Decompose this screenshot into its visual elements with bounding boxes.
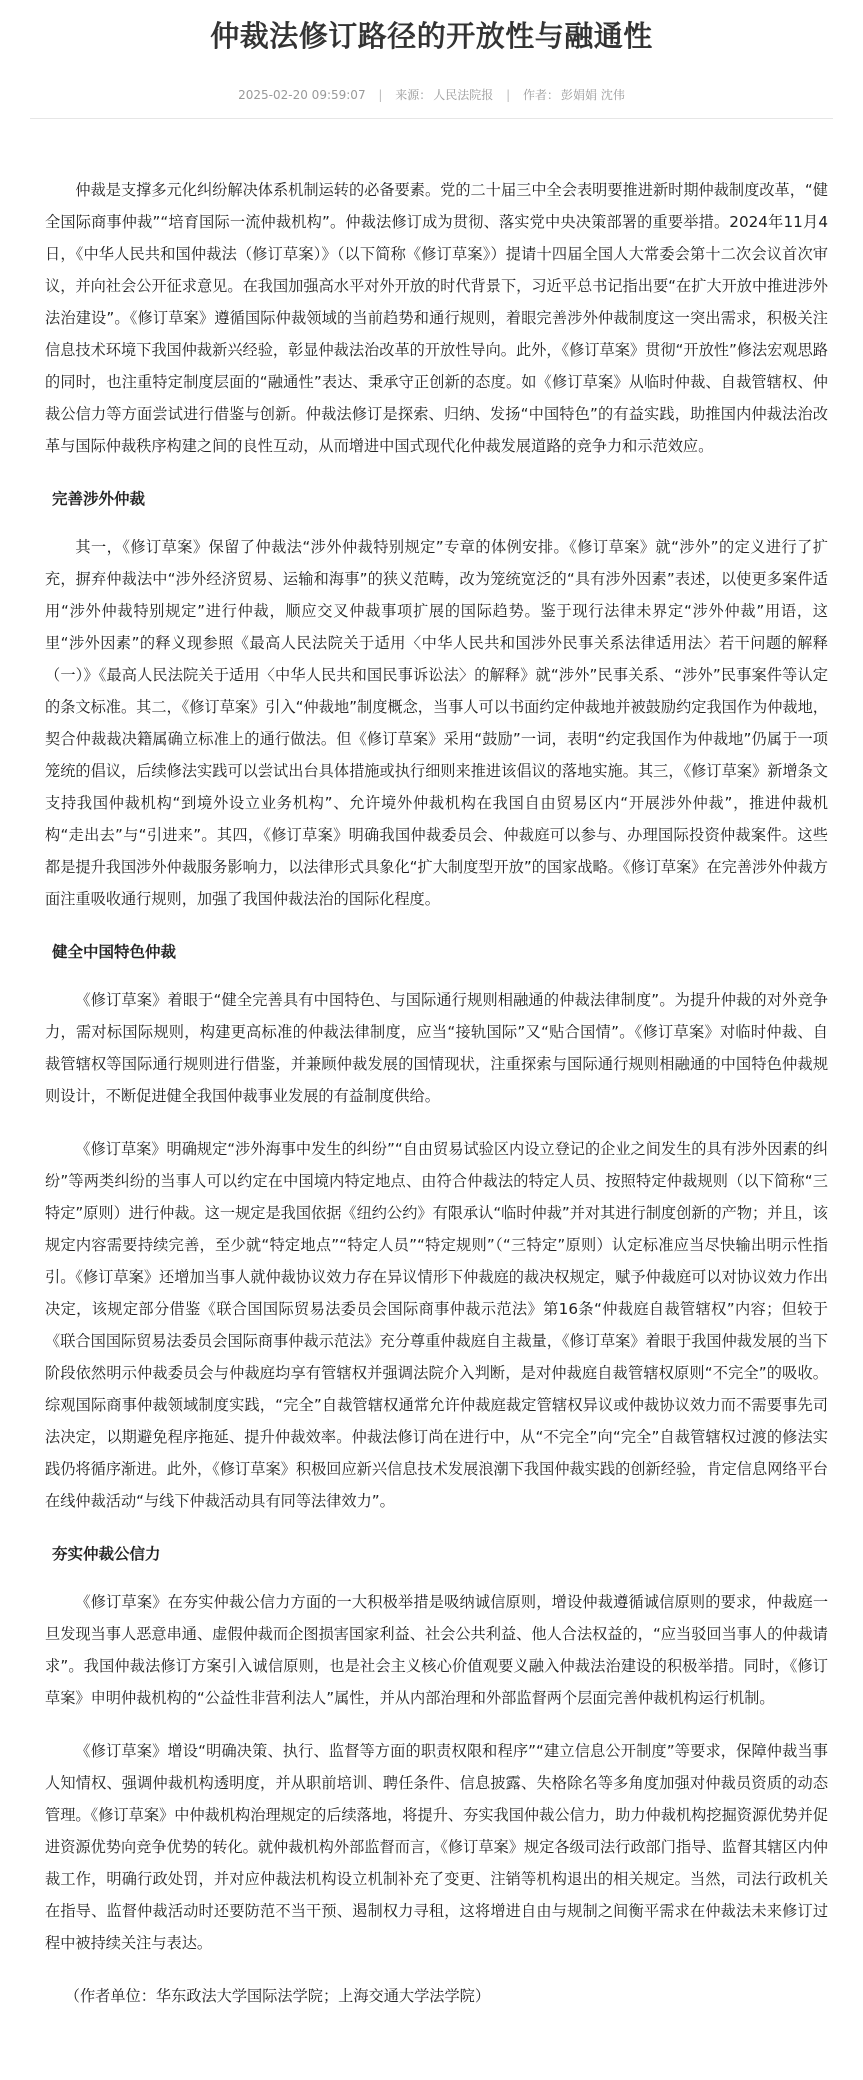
section2-paragraph-2: 《修订草案》明确规定“涉外海事中发生的纠纷”“自由贸易试验区内设立登记的企业之间发生的具有涉外因素的纠纷”等两类纠纷的当事人可以约定在中国境内特定地点、由符合仲裁法的特定人员、按照特定仲裁规则（以下简称“三特定”原则）进行仲裁。这一规定是我国依据《纽约公约》有限承认“临时仲裁”并对其进行制度创新的产物；并且，该规定内容需要持续完善，至少就“特定地点”“特定人员”“特定规则”（“三特定”原则）认定标准应当尽快输出明示性指引。《修订草案》还增加当事人就仲裁协议效力存在异议情形下仲裁庭的裁决权规定，赋予仲裁庭可以对协议效力作出决定，该规定部分借鉴《联合国国际贸易法委员会国际商事仲裁示范法》第16条“仲裁庭自裁管辖权”内容；但较于《联合国国际贸易法委员会国际商事仲裁示范法》充分尊重仲裁庭自主裁量，《修订草案》着眼于我国仲裁发展的当下阶段依然明示仲裁委员会与仲裁庭均享有管辖权并强调法院介入判断，是对仲裁庭自裁管辖权原则“不完全”的吸收。综观国际商事仲裁领域制度实践，“完全”自裁管辖权通常允许仲裁庭裁定管辖权异议或仲裁协议效力而不需要事先司法决定，以期避免程序拖延、提升仲裁效率。仲裁法修订尚在进行中，从“不完全”向“完全”自裁管辖权过渡的修法实践仍将循序渐进。此外，《修订草案》积极回应新兴信息技术发展浪潮下我国仲裁实践的创新经验，肯定信息网络平台在线仲裁活动“与线下仲裁活动具有同等法律效力”。 bbox=[45, 1140, 828, 1510]
source-label: 来源： bbox=[395, 88, 432, 102]
section3-paragraph-2: 《修订草案》增设“明确决策、执行、监督等方面的职责权限和程序”“建立信息公开制度”等要求，保障仲裁当事人知情权、强调仲裁机构透明度，并从职前培训、聘任条件、信息披露、失格除名等多角度加强对仲裁员资质的动态管理。《修订草案》中仲裁机构治理规定的后续落地，将提升、夯实我国仲裁公信力，助力仲裁机构挖掘资源优势并促进资源优势向竞争优势的转化。就仲裁机构外部监督而言，《修订草案》规定各级司法行政部门指导、监督其辖区内仲裁工作，明确行政处罚，并对应仲裁法机构设立机制补充了变更、注销等机构退出的相关规定。当然，司法行政机关在指导、监督仲裁活动时还要防范不当干预、遏制权力寻租，这将增进自由与规制之间衡平需求在仲裁法未来修订过程中被持续关注与表达。 bbox=[45, 1742, 828, 1952]
section1-paragraph: 其一，《修订草案》保留了仲裁法“涉外仲裁特别规定”专章的体例安排。《修订草案》就“涉外”的定义进行了扩充，摒弃仲裁法中“涉外经济贸易、运输和海事”的狭义范畴，改为笼统宽泛的“具有涉外因素”表述，以使更多案件适用“涉外仲裁特别规定”进行仲裁，顺应交叉仲裁事项扩展的国际趋势。鉴于现行法律未界定“涉外仲裁”用语，这里“涉外因素”的释义现参照《最高人民法院关于适用〈中华人民共和国涉外民事关系法律适用法〉若干问题的解释（一）》《最高人民法院关于适用〈中华人民共和国民事诉讼法〉的解释》就“涉外”民事关系、“涉外”民事案件等认定的条文标准。其二，《修订草案》引入“仲裁地”制度概念，当事人可以书面约定仲裁地并被鼓励约定我国作为仲裁地，契合仲裁裁决籍属确立标准上的通行做法。但《修订草案》采用“鼓励”一词，表明“约定我国作为仲裁地”仍属于一项笼统的倡议，后续修法实践可以尝试出台具体措施或执行细则来推进该倡议的落地实施。其三，《修订草案》新增条文支持我国仲裁机构“到境外设立业务机构”、允许境外仲裁机构在我国自由贸易区内“开展涉外仲裁”，推进仲裁机构“走出去”与“引进来”。其四，《修订草案》明确我国仲裁委员会、仲裁庭可以参与、办理国际投资仲裁案件。这些都是提升我国涉外仲裁服务影响力，以法律形式具象化“扩大制度型开放”的国家战略。《修订草案》在完善涉外仲裁方面注重吸收通行规则，加强了我国仲裁法治的国际化程度。 bbox=[45, 538, 828, 908]
author-affiliation: （作者单位：华东政法大学国际法学院；上海交通大学法学院） bbox=[64, 1987, 490, 2005]
section-heading-foreign-arbitration: 完善涉外仲裁 bbox=[52, 490, 146, 508]
article-body bbox=[45, 174, 828, 2033]
header-divider bbox=[30, 118, 833, 119]
section-heading-chinese-characteristics: 健全中国特色仲裁 bbox=[52, 943, 177, 961]
section-heading-credibility: 夯实仲裁公信力 bbox=[52, 1545, 161, 1563]
section2-paragraph-1: 《修订草案》着眼于“健全完善具有中国特色、与国际通行规则相融通的仲裁法律制度”。为提升仲裁的对外竞争力，需对标国际规则，构建更高标准的仲裁法律制度，应当“接轨国际”又“贴合国情”。《修订草案》对临时仲裁、自裁管辖权等国际通行规则进行借鉴，并兼顾仲裁发展的国情现状，注重探索与国际通行规则相融通的中国特色仲裁规则设计，不断促进健全我国仲裁事业发展的有益制度供给。 bbox=[45, 991, 828, 1105]
article-meta bbox=[0, 86, 863, 103]
article-title: 仲裁法修订路径的开放性与融通性 bbox=[210, 19, 653, 53]
meta-separator: | bbox=[506, 88, 511, 102]
section3-paragraph-1: 《修订草案》在夯实仲裁公信力方面的一大积极举措是吸纳诚信原则，增设仲裁遵循诚信原则的要求，仲裁庭一旦发现当事人恶意串通、虚假仲裁而企图损害国家利益、社会公共利益、他人合法权益的，“应当驳回当事人的仲裁请求”。我国仲裁法修订方案引入诚信原则，也是社会主义核心价值观要义融入仲裁法治建设的积极举措。同时，《修订草案》申明仲裁机构的“公益性非营利法人”属性，并从内部治理和外部监督两个层面完善仲裁机构运行机制。 bbox=[45, 1593, 828, 1707]
intro-paragraph: 仲裁是支撑多元化纠纷解决体系机制运转的必备要素。党的二十届三中全会表明要推进新时期仲裁制度改革，“健全国际商事仲裁”“培育国际一流仲裁机构”。仲裁法修订成为贯彻、落实党中央决策部署的重要举措。2024年11月4日，《中华人民共和国仲裁法（修订草案）》（以下简称《修订草案》）提请十四届全国人大常委会第十二次会议首次审议，并向社会公开征求意见。在我国加强高水平对外开放的时代背景下，习近平总书记指出要“在扩大开放中推进涉外法治建设”。《修订草案》遵循国际仲裁领域的当前趋势和通行规则，着眼完善涉外仲裁制度这一突出需求，积极关注信息技术环境下我国仲裁新兴经验，彰显仲裁法治改革的开放性导向。此外，《修订草案》贯彻“开放性”修法宏观思路的同时，也注重特定制度层面的“融通性”表达、秉承守正创新的态度。如《修订草案》从临时仲裁、自裁管辖权、仲裁公信力等方面尝试进行借鉴与创新。仲裁法修订是探索、归纳、发扬“中国特色”的有益实践，助推国内仲裁法治改革与国际仲裁秩序构建之间的良性互动，从而增进中国式现代化仲裁发展道路的竞争力和示范效应。 bbox=[45, 181, 828, 455]
meta-separator: | bbox=[378, 88, 383, 102]
source-name: 人民法院报 bbox=[433, 88, 494, 102]
publish-date: 2025-02-20 09:59:07 bbox=[238, 88, 366, 102]
author-names: 彭娟娟 沈伟 bbox=[561, 88, 625, 102]
author-label: 作者： bbox=[523, 88, 560, 102]
